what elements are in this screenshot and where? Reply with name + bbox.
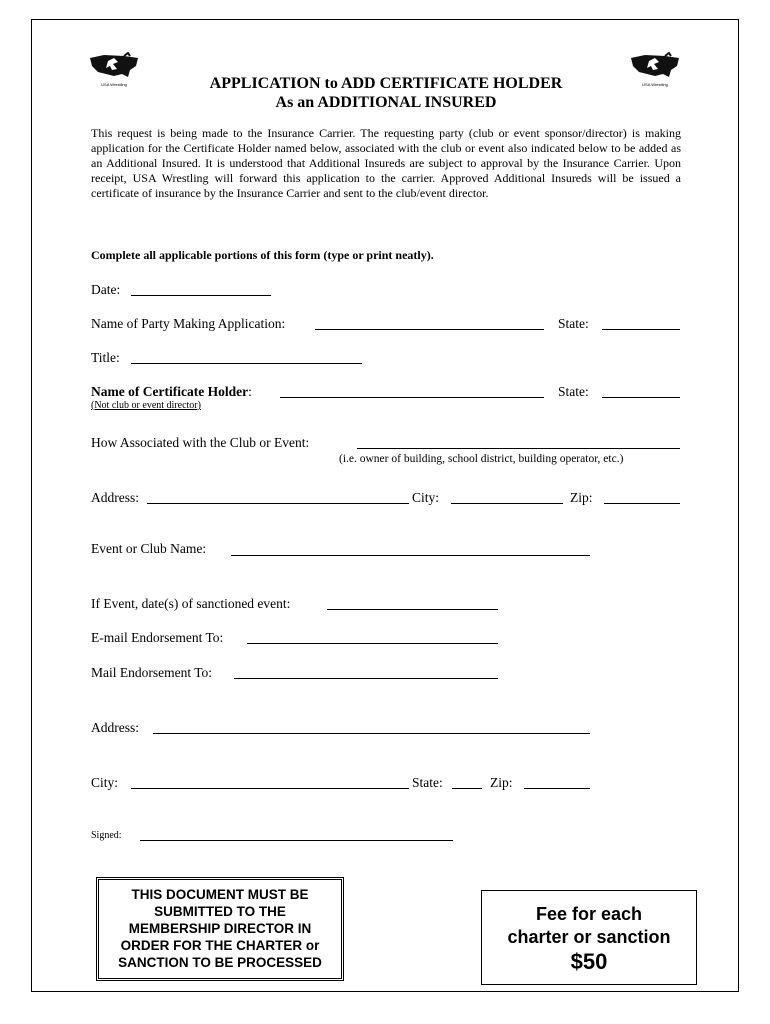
party-state-label: State:: [558, 316, 589, 331]
notice-line: SANCTION TO BE PROCESSED: [118, 955, 322, 970]
event-dates-field[interactable]: [327, 609, 498, 610]
event-club-name-field[interactable]: [231, 555, 590, 556]
cert-holder-note: (Not club or event director): [91, 400, 201, 411]
zip-label: Zip:: [570, 490, 593, 505]
form-title: APPLICATION to ADD CERTIFICATE HOLDER: [209, 75, 563, 92]
notice-line: ORDER FOR THE CHARTER or: [120, 938, 320, 953]
party-state-field[interactable]: [602, 329, 680, 330]
mail-endorsement-label: Mail Endorsement To:: [91, 665, 213, 680]
state2-label: State:: [412, 775, 443, 790]
notice-line: MEMBERSHIP DIRECTOR IN: [128, 921, 312, 936]
title-label: Title:: [91, 350, 120, 365]
address-label: Address:: [91, 490, 139, 505]
fee-line-1: Fee for each: [535, 904, 643, 924]
state2-field[interactable]: [452, 788, 482, 789]
intro-paragraph: This request is being made to the Insurance Carrier. The requesting party (club or event sponsor/director) is making application for the Certificate Holder named below, associated with the club or event also indicated below to be added as an Additional Insured. It is understood that Additional Insureds are subject to approval by the Insurance Carrier. Upon receipt, USA Wrestling will forward this application to the carrier. Approved Additional Insureds will be issued a certificate of insurance by the Insurance Carrier and sent to the club/event director.: [91, 126, 681, 200]
how-associated-label: How Associated with the Club or Event:: [91, 435, 310, 450]
notice-box: [96, 877, 344, 981]
cert-holder-colon: :: [248, 384, 252, 399]
city-field[interactable]: [451, 503, 563, 504]
city2-label: City:: [91, 775, 119, 790]
cert-state-field[interactable]: [602, 397, 680, 398]
cert-state-label: State:: [558, 384, 589, 399]
email-endorsement-label: E-mail Endorsement To:: [91, 630, 224, 645]
date-label: Date:: [91, 282, 121, 297]
event-club-name-label: Event or Club Name:: [91, 541, 207, 556]
logo-caption: USA Wrestling: [101, 82, 127, 87]
logo-caption: USA Wrestling: [642, 82, 668, 87]
city2-field[interactable]: [131, 788, 409, 789]
event-dates-label: If Event, date(s) of sanctioned event:: [91, 596, 291, 611]
notice-line: SUBMITTED TO THE: [154, 904, 286, 919]
signed-label: Signed:: [91, 830, 122, 841]
instructions: Complete all applicable portions of this form (type or print neatly).: [91, 248, 434, 262]
address-field[interactable]: [147, 503, 409, 504]
party-name-field[interactable]: [315, 329, 544, 330]
how-associated-note: (i.e. owner of building, school district, building operator, etc.): [339, 453, 624, 465]
zip2-label: Zip:: [490, 775, 513, 790]
party-name-label: Name of Party Making Application:: [91, 316, 286, 331]
fee-line-2: charter or sanction: [507, 927, 671, 947]
notice-line: THIS DOCUMENT MUST BE: [131, 887, 309, 902]
cert-holder-field[interactable]: [280, 397, 544, 398]
form-subtitle: As an ADDITIONAL INSURED: [275, 94, 497, 111]
how-associated-field[interactable]: [357, 448, 680, 449]
fee-box: [481, 890, 697, 985]
city-label: City:: [412, 490, 440, 505]
cert-holder-label: [91, 384, 252, 400]
date-field[interactable]: [131, 295, 271, 296]
email-endorsement-field[interactable]: [247, 643, 498, 644]
zip2-field[interactable]: [524, 788, 590, 789]
address2-label: Address:: [91, 720, 139, 735]
title-field[interactable]: [131, 363, 362, 364]
address2-field[interactable]: [153, 733, 590, 734]
zip-field[interactable]: [604, 503, 680, 504]
form-page: [31, 19, 739, 992]
mail-endorsement-field[interactable]: [234, 678, 498, 679]
fee-amount: $50: [570, 949, 608, 974]
cert-holder-label-text: Name of Certificate Holder: [91, 384, 249, 399]
signature-field[interactable]: [140, 840, 453, 841]
